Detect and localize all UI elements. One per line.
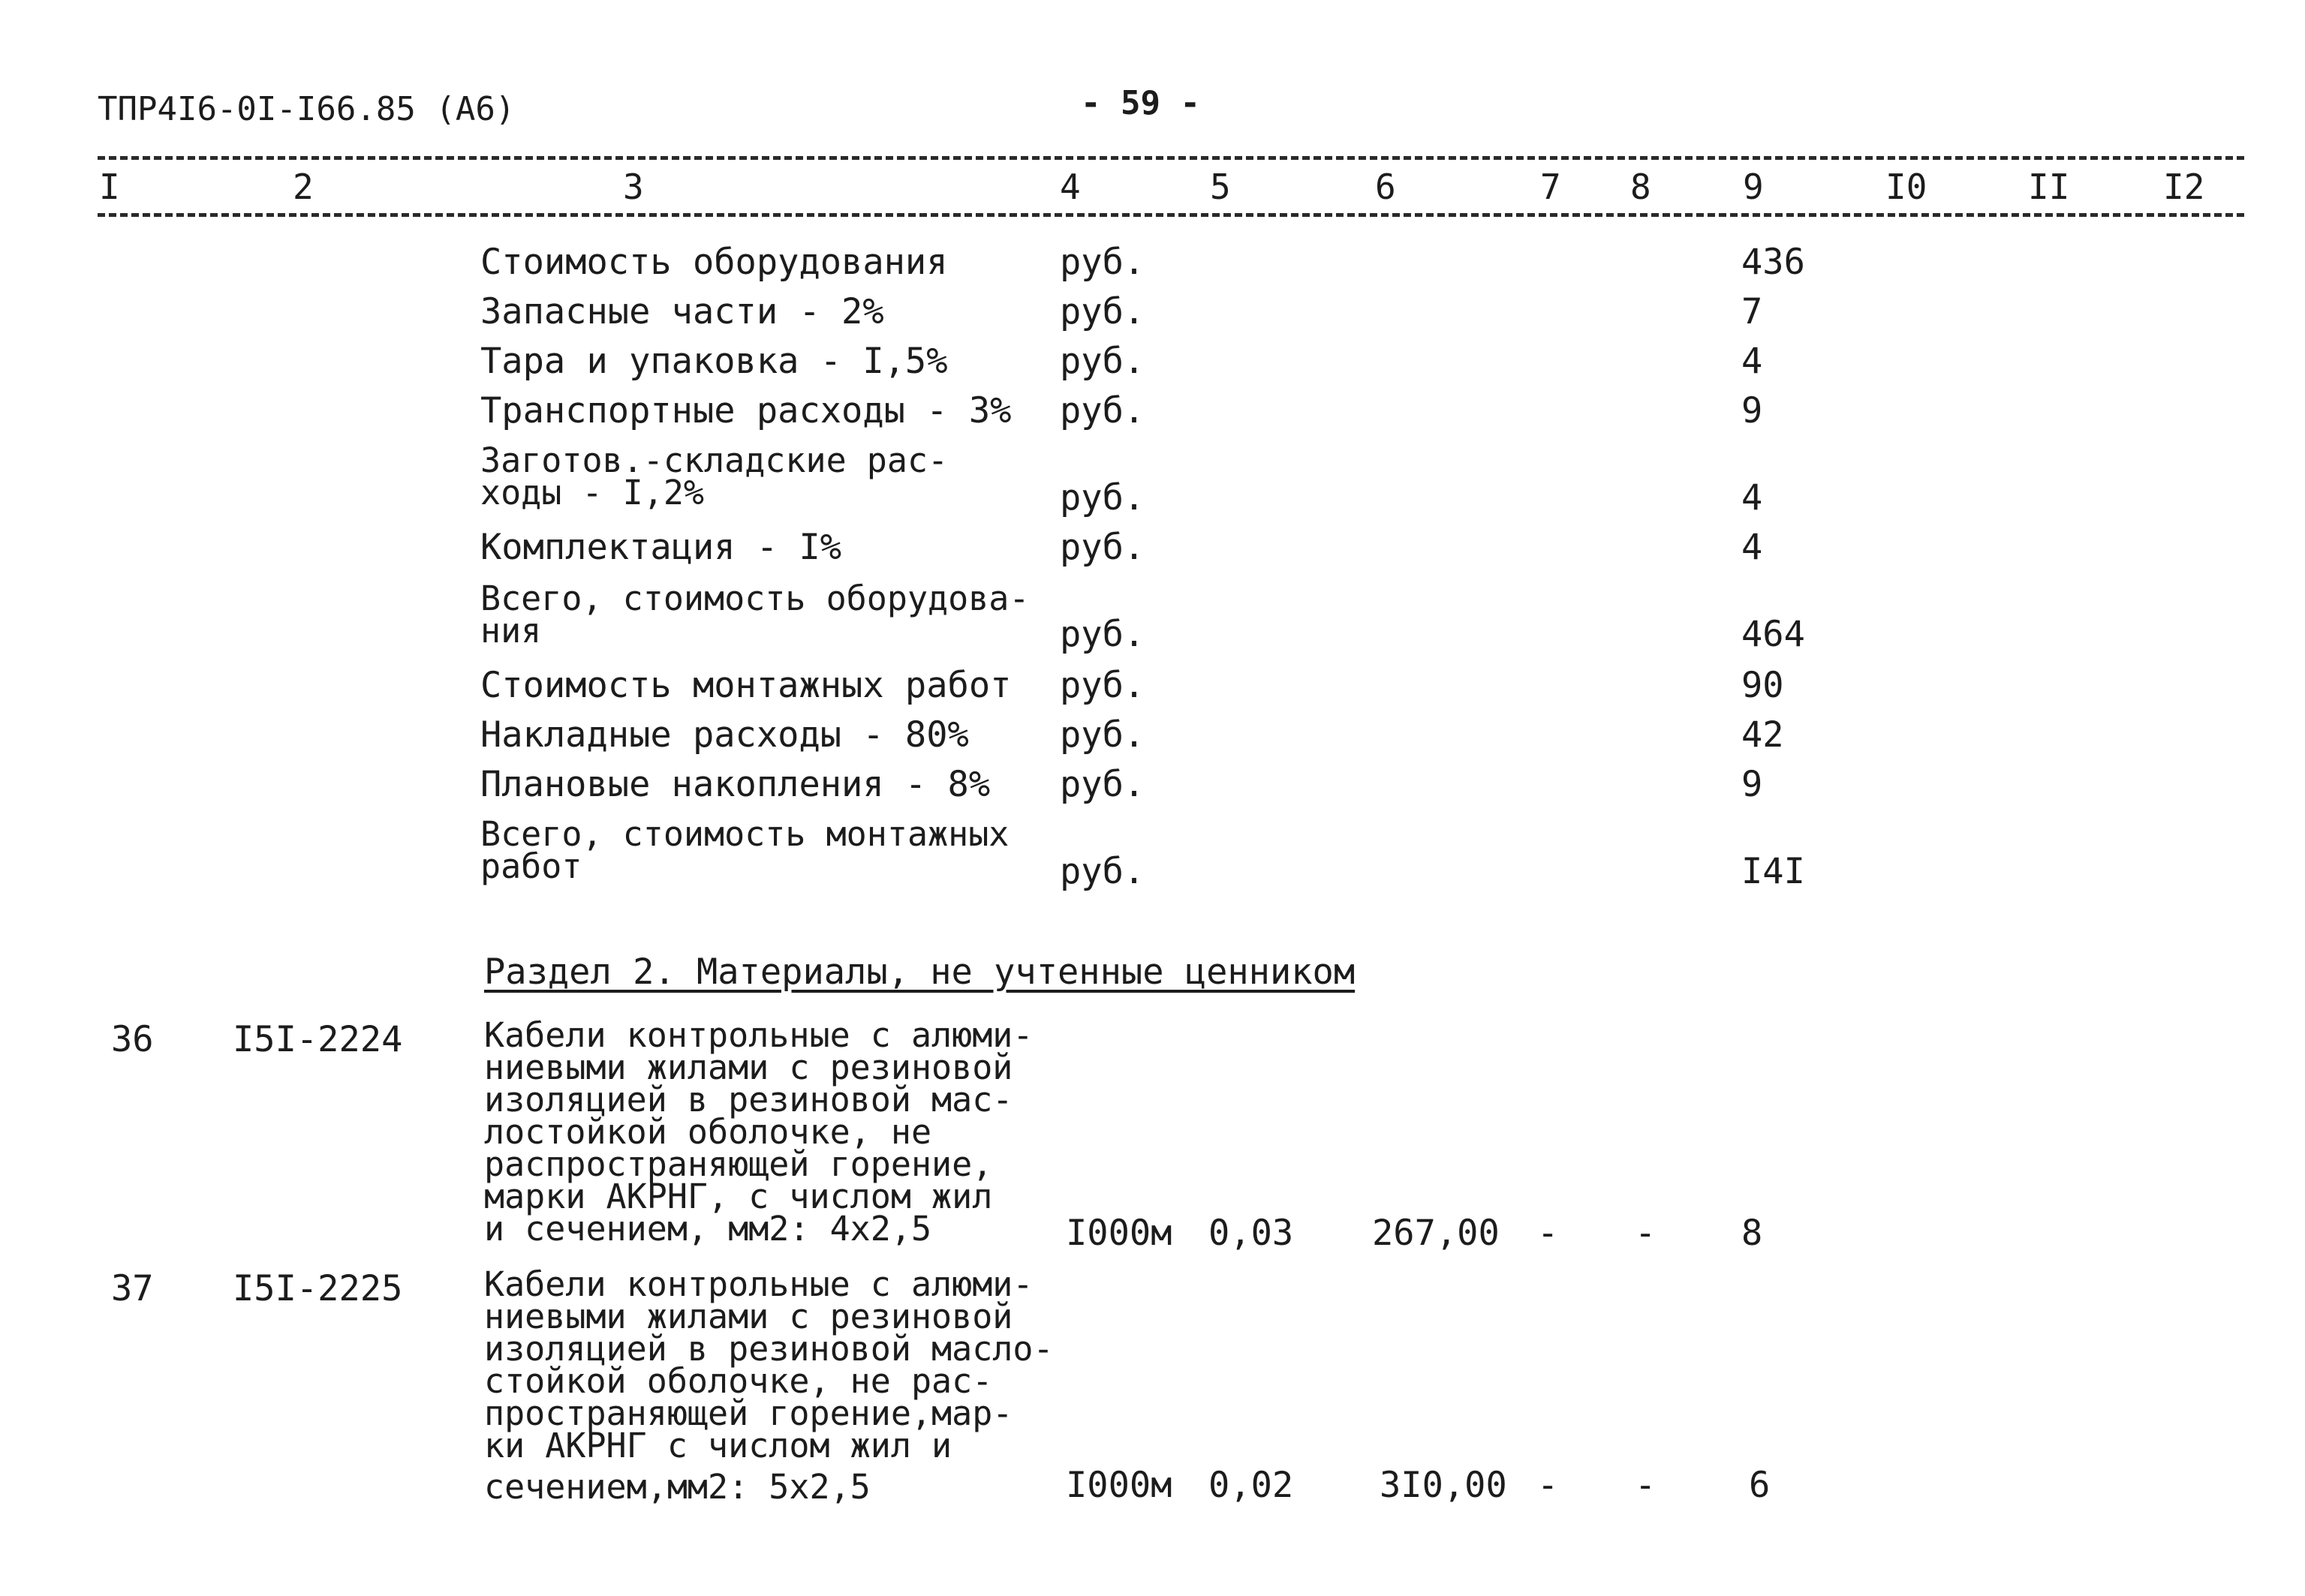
row-value: I4I [1741,851,1805,892]
row-name: Комплектация - I% [480,527,842,568]
row-value: 4 [1741,477,1763,518]
document-code: ТПР4I6-0I-I66.85 (А6) [98,90,516,128]
item-price: 3I0,00 [1380,1465,1507,1506]
description-line: стойкой оболочке, не рас- [484,1361,993,1401]
item-code: I5I-2225 [233,1268,403,1309]
row-value: 90 [1741,665,1784,706]
row-value: 7 [1741,291,1763,332]
row-unit: руб. [1060,341,1145,382]
column-number: 5 [1210,167,1231,207]
row-name-line: Всего, стоимость оборудова- [480,579,1030,618]
item-col7: - [1537,1213,1559,1254]
item-qty: 0,03 [1208,1213,1294,1254]
row-unit: руб. [1060,527,1145,568]
description-line: изоляцией в резиновой масло- [484,1329,1054,1369]
column-number: 9 [1743,167,1764,207]
row-unit: руб. [1060,851,1145,892]
row-name: Плановые накопления - 8% [480,764,991,805]
row-name: Запасные части - 2% [480,291,884,332]
description-line: ки АКРНГ с числом жил и [484,1426,952,1465]
item-number: 36 [111,1019,154,1060]
description-line: Кабели контрольные с алюми- [484,1264,1034,1304]
header-rule-bottom [98,213,2244,217]
item-col9: 6 [1749,1465,1771,1506]
column-number: 4 [1060,167,1081,207]
row-value: 9 [1741,764,1763,805]
column-number: II [2028,167,2070,207]
row-value: 9 [1741,390,1763,431]
row-name: Тара и упаковка - I,5% [480,341,948,382]
row-name: Стоимость монтажных работ [480,665,1012,706]
column-number: 2 [293,167,314,207]
row-value: 4 [1741,341,1763,382]
item-unit: I000м [1066,1465,1172,1506]
column-number: 6 [1375,167,1396,207]
description-line: сечением,мм2: 5х2,5 [484,1467,871,1507]
row-name: Стоимость оборудования [480,242,948,283]
item-col7: - [1537,1465,1559,1506]
description-line: пространяющей горение,мар- [484,1393,1013,1433]
row-name [480,579,1030,651]
section-title: Раздел 2. Материалы, не учтенные ценником [484,951,1356,993]
row-name [480,440,949,512]
item-col8: - [1635,1213,1657,1254]
item-col8: - [1635,1465,1657,1506]
row-unit: руб. [1060,242,1145,283]
description-line: распространяющей горение, [484,1144,993,1184]
item-col9: 8 [1741,1213,1763,1254]
row-unit: руб. [1060,614,1145,655]
row-name-line: ходы - I,2% [480,473,705,512]
row-name-line: Всего, стоимость монтажных [480,814,1010,854]
row-name-line: работ [480,846,582,886]
item-unit: I000м [1066,1213,1172,1254]
row-unit: руб. [1060,291,1145,332]
row-value: 436 [1741,242,1805,283]
row-value: 42 [1741,714,1784,756]
row-name: Транспортные расходы - 3% [480,390,1012,431]
column-number: 8 [1630,167,1651,207]
item-number: 37 [111,1268,154,1309]
row-unit: руб. [1060,390,1145,431]
item-code: I5I-2224 [233,1019,403,1060]
column-number: I [99,167,120,207]
row-unit: руб. [1060,764,1145,805]
row-unit: руб. [1060,665,1145,706]
page-number: - 59 - [1081,84,1200,122]
row-name: Накладные расходы - 80% [480,714,969,756]
item-description [484,1264,1054,1507]
row-name [480,814,1010,886]
item-description [484,1015,1034,1249]
row-value: 4 [1741,527,1763,568]
description-line: и сечением, мм2: 4х2,5 [484,1209,932,1249]
row-unit: руб. [1060,714,1145,756]
row-value: 464 [1741,614,1805,655]
description-line: ниевыми жилами с резиновой [484,1047,1013,1087]
description-line: марки АКРНГ, с числом жил [484,1177,993,1216]
item-price: 267,00 [1372,1213,1500,1254]
column-number: I0 [1885,167,1927,207]
row-name-line: ния [480,611,542,651]
column-number: I2 [2163,167,2205,207]
description-line: изоляцией в резиновой мас- [484,1080,1013,1120]
row-unit: руб. [1060,477,1145,518]
header-rule-top [98,156,2244,160]
column-number: 3 [623,167,644,207]
row-name-line: Заготов.-складские рас- [480,440,949,480]
description-line: Кабели контрольные с алюми- [484,1015,1034,1055]
column-number: 7 [1540,167,1561,207]
description-line: ниевыми жилами с резиновой [484,1297,1013,1336]
description-line: лостойкой оболочке, не [484,1112,932,1152]
item-qty: 0,02 [1208,1465,1294,1506]
